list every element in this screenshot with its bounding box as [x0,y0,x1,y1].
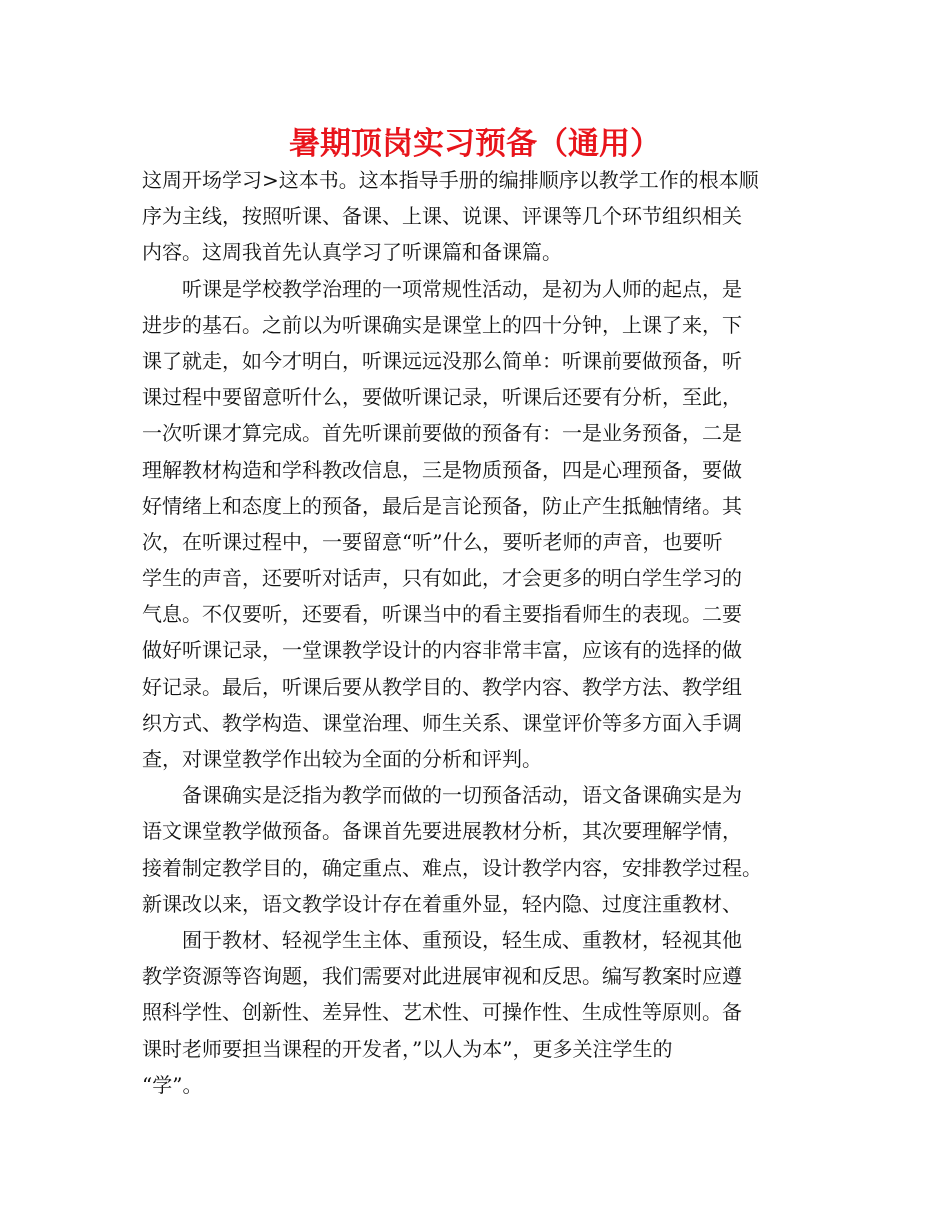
body-line: 织方式、教学构造、课堂治理、师生关系、课堂评价等多方面入手调 [142,710,742,735]
body-line: 照科学性、创新性、差异性、艺术性、可操作性、生成性等原则。备 [142,1000,742,1025]
body-line: 语文课堂教学做预备。备课首先要进展教材分析，其次要理解学情， [142,819,742,844]
body-line: 进步的基石。之前以为听课确实是课堂上的四十分钟，上课了来，下 [142,312,742,337]
body-line: 这周开场学习>这本书。这本指导手册的编排顺序以教学工作的根本顺 [142,168,759,192]
body-line: 查，对课堂教学作出较为全面的分析和评判。 [142,747,542,771]
body-line: 备课确实是泛指为教学而做的一切预备活动，语文备课确实是为 [142,783,742,808]
body-line: 新课改以来，语文教学设计存在着重外显，轻内隐、过度注重教材、 [142,891,742,916]
body-line: 接着制定教学目的，确定重点、难点，设计教学内容，安排教学过程。 [142,855,762,880]
document-body [142,162,842,1103]
body-line: 次，在听课过程中，一要留意“听”什么，要听老师的声音，也要听 [142,529,723,554]
body-line: 学生的声音，还要听对话声，只有如此，才会更多的明白学生学习的 [142,566,742,591]
body-line: 听课是学校教学治理的一项常规性活动，是初为人师的起点，是 [142,276,742,301]
body-line: 好情绪上和态度上的预备，最后是言论预备，防止产生抵触情绪。其 [142,493,742,518]
body-line: 气息。不仅要听，还要看，听课当中的看主要指看师生的表现。二要 [142,602,742,627]
body-line: 囿于教材、轻视学生主体、重预设，轻生成、重教材，轻视其他 [142,927,742,952]
body-line: 好记录。最后，听课后要从教学目的、教学内容、教学方法、教学组 [142,674,742,699]
body-line: 序为主线，按照听课、备课、上课、说课、评课等几个环节组织相关 [142,204,742,229]
body-line: 课了就走，如今才明白，听课远远没那么简单：听课前要做预备，听 [142,348,742,373]
body-line: 一次听课才算完成。首先听课前要做的预备有：一是业务预备，二是 [142,421,742,446]
body-line: 内容。这周我首先认真学习了听课篇和备课篇。 [142,240,562,265]
body-line: “学”。 [142,1072,203,1097]
body-line: 理解教材构造和学科教改信息，三是物质预备，四是心理预备，要做 [142,457,742,482]
body-line: 做好听课记录，一堂课教学设计的内容非常丰富，应该有的选择的做 [142,638,742,663]
document-title: 暑期顶岗实习预备（通用） [289,126,661,162]
body-line: 课过程中要留意听什么，要做听课记录，听课后还要有分析，至此， [142,385,742,410]
body-line: 教学资源等咨询题，我们需要对此进展审视和反思。编写教案时应遵 [142,964,742,989]
body-line: 课时老师要担当课程的开发者，”以人为本”，更多关注学生的 [142,1036,673,1061]
